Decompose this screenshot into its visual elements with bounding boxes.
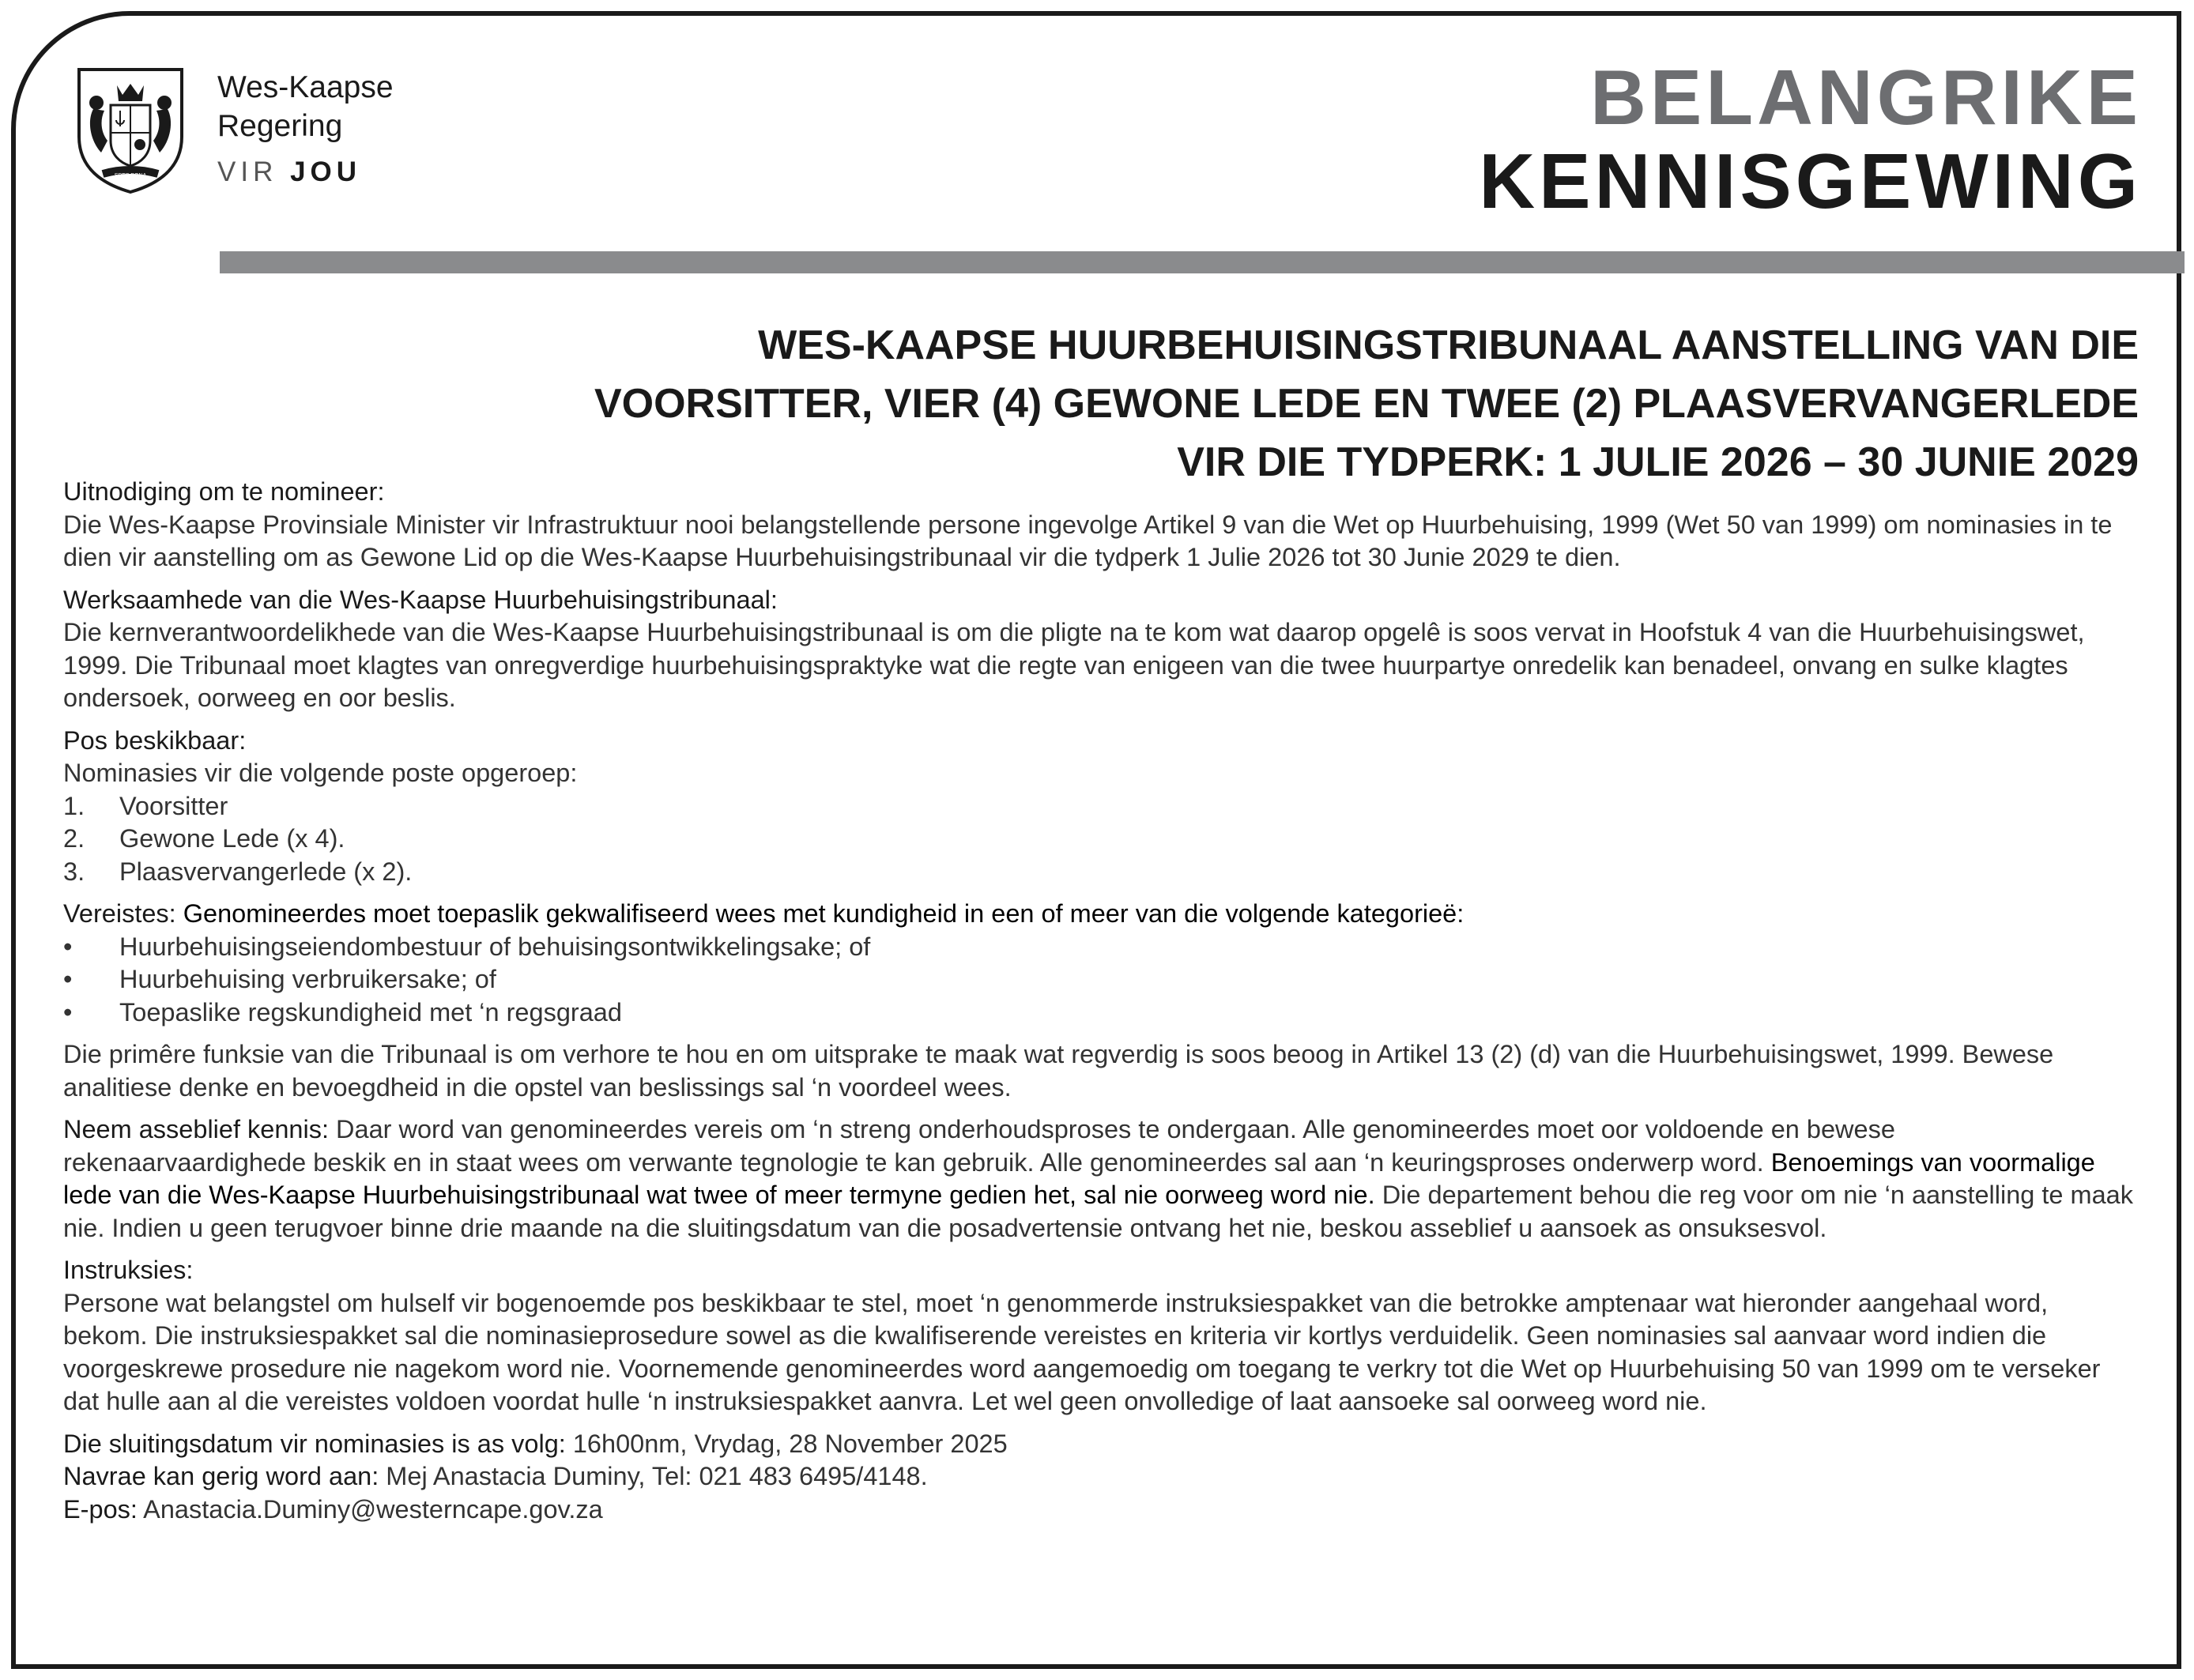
title-line2: VOORSITTER, VIER (4) GEWONE LEDE EN TWEE (2) PLAASVERVANGERLEDE (594, 381, 2139, 427)
headline-line2: KENNISGEWING (1479, 137, 2142, 224)
closing-date-value: 16h00nm, Vrydag, 28 November 2025 (565, 1429, 1008, 1458)
list-item-text: Gewone Lede (x 4). (119, 824, 345, 853)
closing-date-label: Die sluitingsdatum vir nominasies is as volg: (63, 1429, 566, 1458)
bullet-marker: • (63, 997, 73, 1026)
requirements-statement: Genomineerdes moet toepaslik gekwalifiseerd wees met kundigheid in een of meer van die volgende kategorieë: (183, 899, 1465, 928)
title-line3: VIR DIE TYDPERK: 1 JULIE 2026 – 30 JUNIE 2029 (1177, 439, 2139, 485)
email (63, 1494, 2134, 1527)
tagline (217, 156, 361, 188)
bullet-marker: • (63, 932, 73, 961)
bullet-marker: • (63, 965, 73, 993)
notice-title (594, 316, 2139, 492)
section-heading: Instruksies: (63, 1256, 194, 1284)
enquiries-value: Mej Anastacia Duminy, Tel: 021 483 6495/4148. (379, 1462, 928, 1490)
section-invitation (63, 476, 2134, 574)
notice-text-2: Die departement behou die reg voor om nie ‘n aanstelling te maak nie. Indien u geen terugvoer binne drie maande na die sluitingsdatum van die posadvertensie ontvang het nie, beskou asseblief u aansoek as onsuksesvol. (63, 1181, 2133, 1242)
list-item-text: Toepaslike regskundigheid met ‘n regsgraad (119, 997, 622, 1026)
list-marker: 2. (63, 824, 85, 853)
section-heading: Werksaamhede van die Wes-Kaapse Huurbehuisingstribunaal: (63, 585, 778, 614)
section-requirements (63, 898, 2134, 1029)
section-contact (63, 1428, 2134, 1527)
section-paragraph: Die Wes-Kaapse Provinsiale Minister vir Infrastruktuur nooi belangstellende persone ingevolge Artikel 9 van die Wet op Huurbehuising, 1999 (Wet 50 van 1999) om nominasies in te dien vir aanstelling om as Gewone Lid op die Wes-Kaapse Huurbehuisingstribunaal vir die tydperk 1 Julie 2026 tot 30 Junie 2029 te dien. (63, 510, 2113, 571)
list-item (63, 963, 2134, 996)
organization-name (217, 68, 394, 145)
requirements-intro (63, 898, 2134, 931)
section-paragraph: Die primêre funksie van die Tribunaal is om verhore te hou en om uitsprake te maak wat regverdig is soos beoog in Artikel 13 (2) (d) van die Huurbehuisingswet, 1999. Bewese analitiese denke en bevoegdheid in die opstel van beslissings sal ‘n voordeel wees. (63, 1040, 2054, 1102)
list-item (63, 856, 2134, 889)
notice-headline (1479, 55, 2142, 223)
org-name-line2: Regering (217, 109, 343, 143)
email-label: E-pos: (63, 1494, 138, 1524)
requirements-lead: Vereistes: (63, 899, 183, 928)
section-paragraph: Die kernverantwoordelikhede van die Wes-Kaapse Huurbehuisingstribunaal is om die pligte na te kom wat daarop opgelê is soos vervat in Hoofstuk 4 van die Huurbehuisingswet, 1999. Die Tribunaal moet klagtes van onregverdige huurbehuisingspraktyke wat die regte van enigeen van die twee huurpartye onredelik kan benadeel, onvang en sulke klagtes ondersoek, oorweeg en oor beslis. (63, 618, 2085, 712)
list-marker: 3. (63, 857, 85, 886)
coat-of-arms-icon (63, 62, 198, 196)
notice-paragraph (63, 1113, 2134, 1245)
notice-text-1: Daar word van genomineerdes vereis om ‘n streng onderhoudsproses te ondergaan. Alle genomineerdes moet oor voldoende en bewese rekenaarvaardighede beskik en in staat wees om verwante tegnologie te kan gebruik. Alle genomineerdes sal aan ‘n keuringsproses onderwerp word. (63, 1115, 1895, 1177)
org-name-line1: Wes-Kaapse (217, 70, 394, 104)
header-divider (220, 251, 2185, 273)
section-activities (63, 584, 2134, 715)
section-instructions (63, 1254, 2134, 1418)
tagline-jou: JOU (290, 156, 362, 187)
notice-body (63, 476, 2134, 1526)
title-line1: WES-KAAPSE HUURBEHUISINGSTRIBUNAAL AANSTELLING VAN DIE (758, 322, 2139, 368)
list-item-text: Huurbehuising verbruikersake; of (119, 965, 496, 993)
list-item (63, 931, 2134, 964)
list-item (63, 996, 2134, 1030)
list-marker: 1. (63, 791, 85, 820)
list-item-text: Huurbehuisingseiendombestuur of behuisingsontwikkelingsake; of (119, 932, 871, 961)
section-paragraph: Persone wat belangstel om hulself vir bogenoemde pos beskikbaar te stel, moet ‘n genommerde instruksiespakket van die betrokke amptenaar wat hieronder aangehaal word, bekom. Die instruksiespakket sal die nominasieprosedure sowel as die kwalifiserende vereistes en kriteria vir kortlys verduidelik. Geen nominasies sal aanvaar word indien die voorgeskrewe prosedure nie nagekom word nie. Voornemende genomineerdes word aangemoedig om toegang te verkry tot die Wet op Huurbehuising 50 van 1999 om te verseker dat hulle aan al die vereistes voldoen voordat hulle ‘n instruksiespakket aanvra. Let wel geen onvolledige of laat aansoeke sal oorweeg word nie. (63, 1288, 2101, 1415)
list-item-text: Voorsitter (119, 791, 228, 820)
headline-line1: BELANGRIKE (1590, 54, 2142, 141)
notice-emphasis: Benoemings van voormalige lede van die Wes-Kaapse Huurbehuisingstribunaal wat twee of meer termyne gedien het, sal nie oorweeg word nie. (63, 1147, 2095, 1209)
list-item-text: Plaasvervangerlede (x 2). (119, 857, 413, 886)
enquiries (63, 1460, 2134, 1494)
list-item (63, 790, 2134, 823)
section-heading: Uitnodiging om te nomineer: (63, 477, 385, 506)
section-notice (63, 1113, 2134, 1245)
section-function (63, 1038, 2134, 1104)
section-heading: Pos beskikbaar: (63, 725, 247, 755)
closing-date (63, 1428, 2134, 1461)
enquiries-label: Navrae kan gerig word aan: (63, 1462, 379, 1490)
section-positions (63, 725, 2134, 889)
list-item (63, 823, 2134, 856)
notice-lead: Neem asseblief kennis: (63, 1115, 329, 1143)
crest-motto: SPES BONA (114, 173, 147, 179)
email-value: Anastacia.Duminy@westerncape.gov.za (137, 1494, 603, 1524)
tagline-vir: VIR (217, 156, 278, 187)
section-intro: Nominasies vir die volgende poste opgeroep: (63, 759, 578, 787)
